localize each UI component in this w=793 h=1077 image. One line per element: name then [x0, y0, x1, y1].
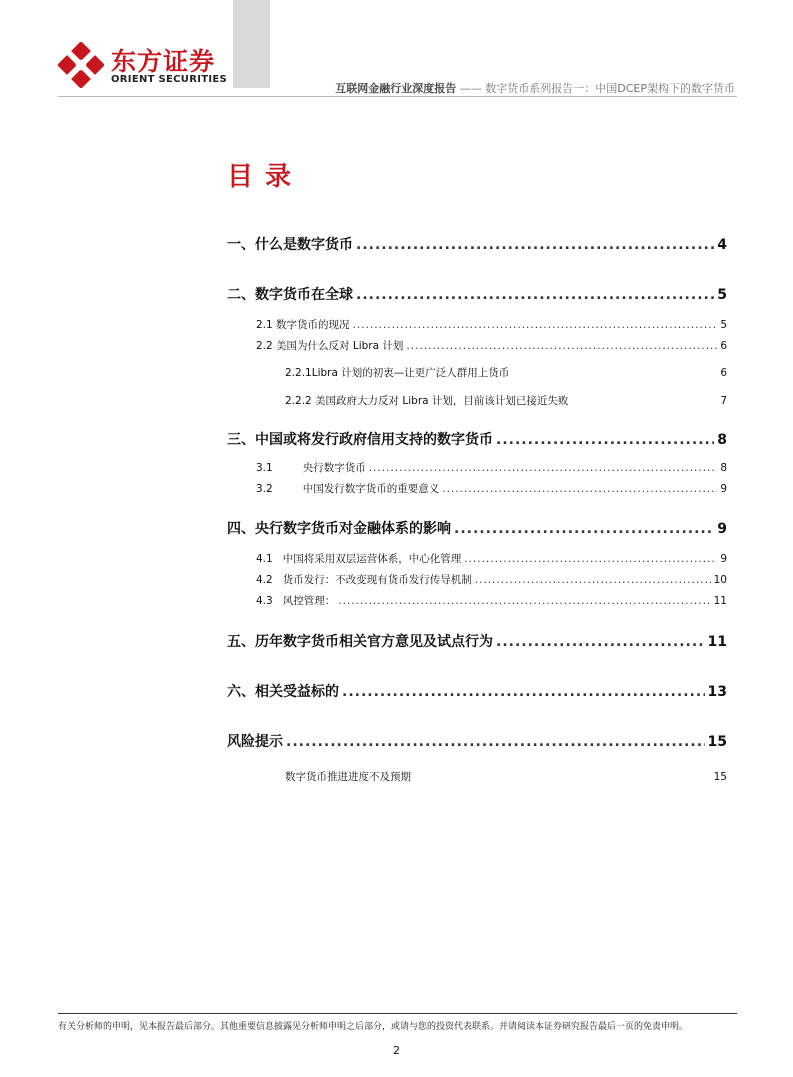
toc-entry-text: 风控管理：	[282, 595, 336, 607]
toc-entry-label: 2.2 美国为什么反对 Libra 计划	[256, 340, 404, 352]
toc-entry-page: 11	[707, 634, 727, 650]
toc-entry-text: 中国将采用双层运营体系，中心化管理	[282, 553, 462, 565]
running-header	[335, 80, 735, 96]
header-report-type: 互联网金融行业深度报告	[335, 82, 457, 95]
toc-entry-label: 一、什么是数字货币	[227, 237, 353, 253]
toc-entry-page: 9	[720, 483, 727, 495]
toc-entry-number: 4.3	[256, 595, 273, 607]
toc-entry-label: 二、数字货币在全球	[227, 287, 353, 303]
toc-leader	[356, 237, 714, 253]
toc-entry-page: 5	[720, 319, 727, 331]
toc-entry-page: 7	[720, 395, 727, 407]
header-series-title: 数字货币系列报告一：中国DCEP架构下的数字货币	[485, 82, 735, 95]
toc-entry-label: 六、相关受益标的	[227, 684, 339, 700]
toc-entry-label	[256, 572, 472, 587]
toc-entry[interactable]	[256, 481, 727, 496]
toc-leader	[496, 634, 705, 650]
header-separator: ——	[459, 82, 482, 95]
toc-entry[interactable]	[256, 460, 727, 475]
toc-entry[interactable]	[227, 429, 727, 449]
toc-entry-text: 央行数字货币	[302, 462, 366, 474]
toc-entry-page: 15	[707, 734, 727, 750]
toc-entry-text: 中国发行数字货币的重要意义	[302, 483, 440, 495]
toc-entry[interactable]	[285, 365, 727, 380]
toc-leader	[475, 574, 711, 586]
toc-leader	[338, 595, 710, 607]
toc-entry-label	[256, 460, 366, 475]
toc-entry[interactable]	[227, 234, 727, 254]
toc-entry[interactable]	[256, 338, 727, 353]
toc-leader	[342, 684, 705, 700]
toc-entry[interactable]	[227, 284, 727, 304]
toc-entry-page: 9	[720, 553, 727, 565]
page-number: 2	[393, 1044, 400, 1057]
toc-entry[interactable]	[256, 572, 727, 587]
toc-entry-number: 4.1	[256, 553, 273, 565]
toc-leader	[286, 734, 705, 750]
toc-entry-label: 五、历年数字货币相关官方意见及试点行为	[227, 634, 493, 650]
toc-entry-page: 6	[720, 340, 727, 352]
toc-entry-number: 3.2	[256, 483, 273, 495]
toc-leader	[406, 340, 717, 352]
toc-entry-page: 6	[720, 367, 727, 379]
toc-entry[interactable]	[227, 681, 727, 701]
toc-leader	[464, 553, 717, 565]
toc-entry[interactable]	[227, 731, 727, 751]
toc-entry-page: 4	[717, 237, 727, 253]
toc-leader	[496, 432, 714, 448]
toc-entry-label	[256, 551, 461, 566]
toc-leader	[353, 319, 718, 331]
header-divider	[58, 96, 737, 97]
logo-name-en: ORIENT SECURITIES	[111, 74, 228, 85]
toc-entry-label: 风险提示	[227, 734, 283, 750]
toc-entry[interactable]	[285, 393, 727, 408]
toc-entry-label: 2.2.1Libra 计划的初衷—让更广泛人群用上货币	[285, 367, 510, 379]
logo-mark-icon	[58, 42, 104, 88]
toc-entry-page: 15	[713, 771, 727, 783]
toc-leader	[356, 287, 714, 303]
toc-entry-label: 数字货币推进进度不及预期	[285, 771, 411, 783]
toc-entry-page: 8	[720, 462, 727, 474]
toc-entry-page: 9	[717, 521, 727, 537]
footer-divider	[58, 1013, 737, 1014]
footer-disclaimer: 有关分析师的申明，见本报告最后部分。其他重要信息披露见分析师申明之后部分，或请与您的投资代表联系。并请阅读本证券研究报告最后一页的免责申明。	[58, 1022, 689, 1032]
toc-entry-number: 4.2	[256, 574, 273, 586]
toc-entry-page: 8	[717, 432, 727, 448]
toc-leader	[442, 483, 717, 495]
toc-title: 目录	[227, 162, 304, 192]
toc-entry-label: 2.2.2 美国政府大力反对 Libra 计划，目前该计划已接近失败	[285, 395, 569, 407]
toc-leader	[454, 521, 714, 537]
toc-entry-label: 四、央行数字货币对金融体系的影响	[227, 521, 451, 537]
toc-entry-page: 10	[713, 574, 727, 586]
toc-entry-number: 3.1	[256, 462, 273, 474]
toc-entry[interactable]	[256, 551, 727, 566]
toc-entry[interactable]	[227, 631, 727, 651]
toc-entry[interactable]	[256, 317, 727, 332]
toc-entry-page: 11	[713, 595, 727, 607]
logo-name-cn: 东方证券	[111, 47, 216, 76]
toc-entry-label: 三、中国或将发行政府信用支持的数字货币	[227, 432, 493, 448]
toc-entry-label	[256, 593, 335, 608]
header-gray-band	[233, 0, 270, 88]
toc-entry-page: 13	[707, 684, 727, 700]
toc-entry[interactable]	[227, 518, 727, 538]
toc-entry-label	[256, 481, 439, 496]
company-logo	[58, 42, 228, 88]
toc-entry-label: 2.1 数字货币的现况	[256, 319, 350, 331]
toc-entry-page: 5	[717, 287, 727, 303]
toc-entry[interactable]	[256, 593, 727, 608]
toc-entry[interactable]	[285, 769, 727, 784]
toc-leader	[369, 462, 718, 474]
toc-entry-text: 货币发行：不改变现有货币发行传导机制	[282, 574, 472, 586]
